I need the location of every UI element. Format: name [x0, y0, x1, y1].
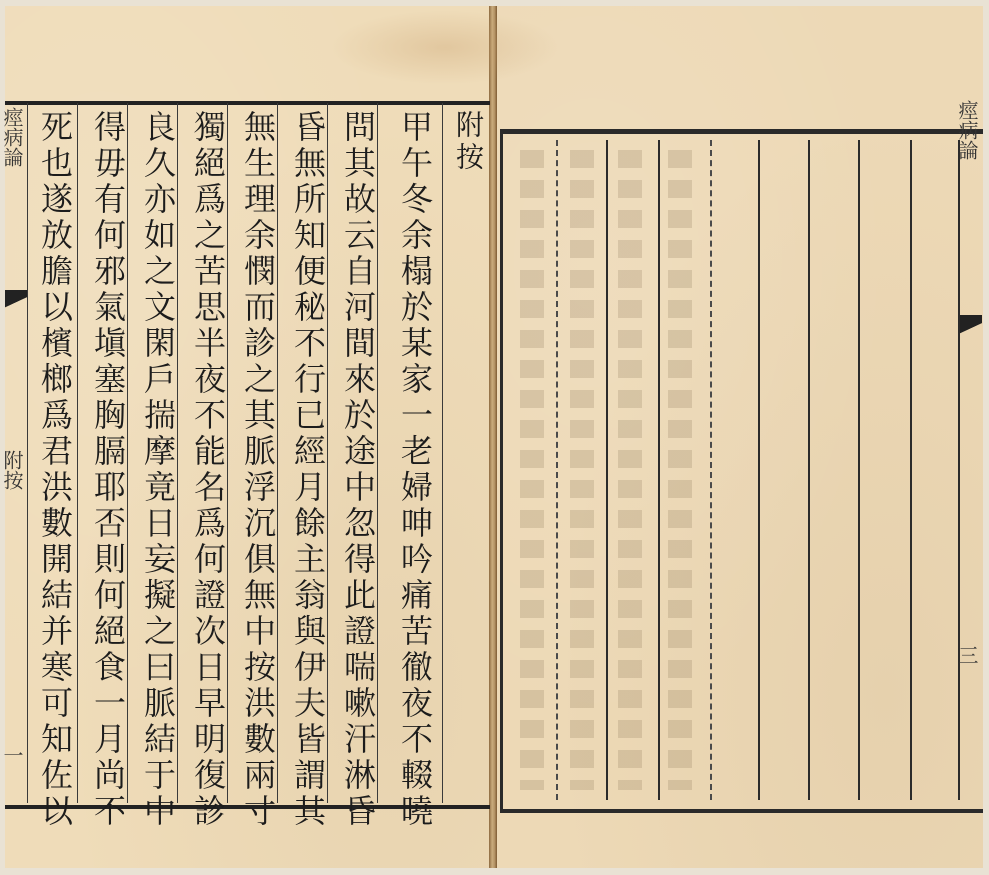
text-column: 得毋有何邪氣塡塞胸膈耶否則何絕食一月尚不 [89, 110, 127, 830]
column-ruling [658, 140, 660, 800]
ink-bleed [570, 150, 594, 790]
band-page-number: 三 [955, 645, 979, 665]
column-rule [27, 103, 28, 803]
text-column: 問其故云自河間來於途中忽得此證喘嗽汗淋昏 [339, 110, 377, 830]
text-column: 甲午冬余榻於某家一老婦呻吟痛苦徹夜不輟曉 [396, 110, 434, 830]
band-page-number: 一 [0, 745, 24, 765]
text-column: 無生理余憫而診之其脈浮沉俱無中按洪數兩寸 [239, 110, 277, 830]
section-heading: 附按 [452, 110, 485, 174]
column-ruling [910, 140, 912, 800]
band-title: 痙病論 [955, 100, 979, 160]
column-ruling [606, 140, 608, 800]
paper-stain [330, 10, 560, 85]
ink-bleed [520, 150, 544, 790]
text-column: 獨絕爲之苦思半夜不能名爲何證次日早明復診 [189, 110, 227, 830]
text-column: 良久亦如之文閑戶揣摩竟日妄擬之曰脈結于中 [139, 110, 177, 830]
column-ruling [808, 140, 810, 800]
text-column: 死也遂放膽以檳榔爲君洪數開結并寒可知佐以 [36, 110, 74, 830]
column-ruling [858, 140, 860, 800]
band-title: 痙病論 [0, 107, 24, 167]
book-gutter [489, 6, 497, 868]
text-column: 昏無所知便秘不行已經月餘主翁與伊夫皆謂其 [289, 110, 327, 830]
right-margin-band [955, 100, 982, 780]
column-ruling [758, 140, 760, 800]
column-rule [77, 103, 78, 803]
band-section-label: 附按 [0, 450, 24, 490]
column-rule [442, 103, 443, 803]
ink-bleed [668, 150, 692, 790]
ink-bleed [618, 150, 642, 790]
side-margin-band [0, 105, 27, 795]
column-ruling [556, 140, 558, 800]
column-ruling [710, 140, 712, 800]
